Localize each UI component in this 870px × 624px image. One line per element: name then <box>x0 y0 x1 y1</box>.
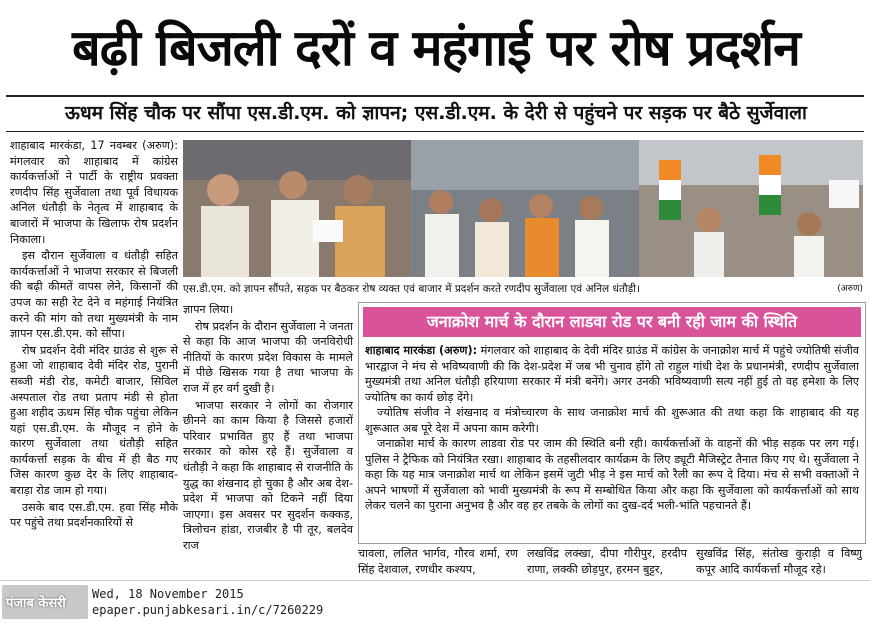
paragraph: रोष प्रदर्शन के दौरान सुर्जेवाला ने जनता से कहा कि आज भाजपा की जनविरोधी नीतियों के कारण प्रदेश विकास के मामले में पीछे खिसक गया है तथा भाजपा के राज में हर वर्ग दुखी है। <box>183 319 353 395</box>
subheadline: ऊधम सिंह चौक पर सौंपा एस.डी.एम. को ज्ञापन; एस.डी.एम. के देरी से पहुंचने पर सड़क पर बैठे सुर्जेवाला <box>65 102 807 124</box>
paragraph: शाहाबाद मारकंडा, 17 नवम्बर (अरुण): मंगलवार को शाहाबाद में कांग्रेस कार्यकर्त्ताओं ने पार्टी के राष्ट्रीय प्रवक्ता रणदीप सिंह सुर्जेवाला तथा पूर्व विधायक अनिल धंतौड़ी के नेतृत्व में शाहाबाद के बाजारों में भाजपा के खिलाफ रोष प्रदर्शन निकाला। <box>10 139 178 246</box>
paragraph: रोष प्रदर्शन देवी मंदिर ग्राउंड से शुरू से हुआ जो शाहाबाद देवी मंदिर रोड, पुरानी सब्जी मंडी रोड, कमेटी बाजार, सिविल अस्पताल रोड तथा प्रताप मंडी से होता हुआ शहीद ऊधम सिंह चौक पहुंचा लेकिन यहां एस.डी.एम. के मौजूद न होने के कारण सुर्जेवाला तथा धंतौड़ी सहित कार्यकर्त्ता सड़क के बीच में ही बैठ गए जिस कारण कुछ देर के लिए शाहाबाद-बराड़ा रोड जाम हो गया। <box>10 343 178 498</box>
photo-credit: (अरुण) <box>837 284 863 294</box>
dateline: शाहाबाद मारकंडा (अरुण): <box>365 344 478 357</box>
photo-caption <box>183 281 863 297</box>
paragraph: भाजपा सरकार ने लोगों का रोजगार छीनने का काम किया है जिससे हजारों परिवार प्रभावित हुए हैं तथा भाजपा सरकार को कोस रहे हैं। सुर्जेवाला व धंतौड़ी ने कहा कि शाहाबाद से राजनीति के युद्ध का शंखनाद हो चुका है और अब देश-प्रदेश में भाजपा को टिकने नहीं दिया जाएगा। इस अवसर पर सुदर्शन कक्कड़, त्रिलोचन हांडा, राजबीर है पी तूर, बलदेव राज <box>183 398 353 552</box>
paragraph: सुखविंद्र सिंह, संतोख कुराड़ी व विष्णु कपूर आदि कार्यकर्त्ता मौजूद रहे। <box>696 547 862 576</box>
headline-divider <box>6 95 864 97</box>
paragraph: ज्योतिष संजीव ने शंखनाद व मंत्रोच्चारण के साथ जनाक्रोश मार्च की शुरूआत की तथा कहा कि शाहाबाद की यह शुरूआत अब पूरे देश में अपना काम करेगी। <box>365 406 859 435</box>
footer-meta <box>92 586 323 618</box>
photo-memorandum <box>183 140 411 277</box>
sidebar-story <box>358 302 866 544</box>
article-column-4 <box>527 546 687 580</box>
epaper-footer <box>0 580 870 624</box>
article-column-2 <box>183 302 353 578</box>
article-column-5 <box>696 546 862 580</box>
paragraph: चावला, ललित भार्गव, गौरव शर्मा, रण सिंह देशवाल, रणधीर कश्यप, <box>358 547 518 576</box>
paragraph: इस दौरान सुर्जेवाला व धंतौड़ी सहित कार्यकर्त्ताओं ने भाजपा सरकार से बिजली की बढ़ी कीमतें वापस लेने, किसानों की उपज का सही रेट देने व महंगाई नियंत्रित करने की मांग को तथा मुख्यमंत्री के नाम ज्ञापन एस.डी.एम. को सौंपा। <box>10 249 178 341</box>
headline: बढ़ी बिजली दरों व महंगाई पर रोष प्रदर्शन <box>72 19 800 77</box>
photo-strip <box>183 140 863 277</box>
paragraph: लखविंद्र लक्खा, दीपा गौरीपुर, हरदीप राणा, लक्की छोड़पुर, हरमन बुट्टर, <box>527 547 687 576</box>
article-column-3 <box>358 546 518 580</box>
photo-road-sit-in <box>411 140 639 277</box>
paragraph: उसके बाद एस.डी.एम. हवा सिंह मौके पर पहुंचे तथा प्रदर्शनकारियों से <box>10 500 178 530</box>
edition-date: Wed, 18 November 2015 <box>92 587 244 601</box>
article-column-1 <box>10 138 178 578</box>
caption-text: एस.डी.एम. को ज्ञापन सौंपते, सड़क पर बैठकर रोष व्यक्त एवं बाजार में प्रदर्शन करते रणदीप सुर्जेवाला एवं अनिल धंतौड़ी। <box>183 283 640 295</box>
epaper-url[interactable]: epaper.punjabkesari.in/c/7260229 <box>92 603 324 617</box>
sidebar-story-title: जनाक्रोश मार्च के दौरान लाडवा रोड पर बनी रही जाम की स्थिति <box>363 307 861 337</box>
logo-text: पंजाब केसरी <box>6 596 66 611</box>
sidebar-story-body <box>365 343 859 541</box>
photo-market-march <box>639 140 863 277</box>
paragraph-text: मंगलवार को शाहाबाद के देवी मंदिर ग्राउंड में कांग्रेस के जनाक्रोश मार्च में पहुंचे ज्योतिषी संजीव भारद्वाज ने मंच से भविष्यवाणी की कि देश-प्रदेश में जब भी चुनाव होंगे तो राहुल गांधी देश के प्रधानमंत्री, रणदीप सुर्जेवाला मुख्यमंत्री तथा अनिल धंतौड़ी हरियाणा सरकार में मंत्री बनेंगे। अगर उनकी भविष्यवाणी सत्य नहीं हुई तो वह हमेशा के लिए ज्योतिष का कार्य छोड़ देंगे। <box>365 344 859 404</box>
subheadline-divider <box>6 131 864 132</box>
paragraph: ज्ञापन लिया। <box>183 303 234 316</box>
publication-logo <box>2 585 88 619</box>
paragraph <box>365 343 859 405</box>
paragraph: जनाक्रोश मार्च के कारण लाडवा रोड पर जाम की स्थिति बनी रही। कार्यकर्त्ताओं के वाहनों की भीड़ सड़क पर लग गई। पुलिस ने ट्रैफिक को नियंत्रित रखा। शाहाबाद के तहसीलदार कार्यक्रम के लिए ड्यूटी मैजिस्ट्रेट तैनात किए गए थे। सुर्जेवाला ने कहा कि यह मात्र जनाक्रोश मार्च था लेकिन इसमें जुटी भीड़ ने इस मार्च को रैली का रूप दे दिया। मंच से सभी वक्ताओं ने अपने भाषणों में सुर्जेवाला को भावी मुख्यमंत्री के रूप में सम्बोधित किया और कहा कि सुर्जेवाला को कार्यकर्त्ताओं को साथ लेकर चलने का पुराना अनुभव है और वह हर तबके के लोगों का दुख-दर्द भली-भांति पहचानते हैं। <box>365 437 859 512</box>
